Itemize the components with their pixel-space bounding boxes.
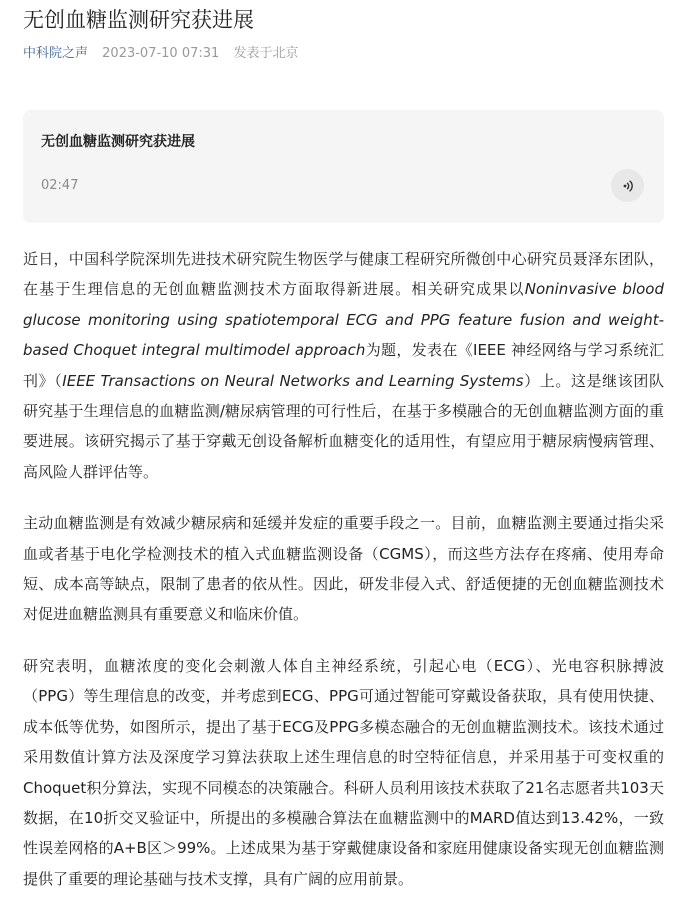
paragraph-text: 为题，发表在《IEEE 神经网络与学习系统汇刊》（ <box>23 341 664 390</box>
article-title: 无创血糖监测研究获进展 <box>23 8 254 32</box>
publish-time: 2023-07-10 07:31 <box>102 46 220 61</box>
paper-title: Noninvasive blood glucose monitoring using spatiotemporal ECG and PPG feature fusion and weight-based Choquet integral multimodel approach <box>23 280 664 360</box>
audio-title: 无创血糖监测研究获进展 <box>41 134 195 150</box>
paragraph-2: 主动血糖监测是有效减少糖尿病和延缓并发症的重要手段之一。目前，血糖监测主要通过指尖采血或者基于电化学检测技术的植入式血糖监测设备（CGMS），而这些方法存在疼痛、使用寿命短、成本高等缺点，限制了患者的依从性。因此，研发非侵入式、舒适便捷的无创血糖监测技术对促进血糖监测具有重要意义和临床价值。 <box>23 514 664 624</box>
speaker-wave-icon <box>621 179 635 193</box>
paragraph-3: 研究表明，血糖浓度的变化会刺激人体自主神经系统，引起心电（ECG）、光电容积脉搏波（PPG）等生理信息的改变，并考虑到ECG、PPG可通过智能可穿戴设备获取，具有使用快捷、成本低等优势，如图所示，提出了基于ECG及PPG多模态融合的无创血糖监测技术。该技术通过采用数值计算方法及深度学习算法获取上述生理信息的时空特征信息，并采用基于可变权重的Choquet积分算法，实现不同模态的决策融合。科研人员利用该技术获取了21名志愿者共103天数据，在10折交叉验证中，所提出的多模融合算法在血糖监测中的MARD值达到13.42%，一致性误差网格的A+B区＞99%。上述成果为基于穿戴健康设备和家庭用健康设备实现无创血糖监测提供了重要的理论基础与技术支撑，具有广阔的应用前景。 <box>23 656 664 888</box>
paragraph-text: 近日，中国科学院深圳先进技术研究院生物医学与健康工程研究所微创中心研究员聂泽东团队，在基于生理信息的无创血糖监测技术方面取得新进展。相关研究成果以 <box>23 250 664 299</box>
publish-location: 发表于北京 <box>233 46 299 61</box>
paragraph-text: ）上。这是继该团队研究基于生理信息的血糖监测/糖尿病管理的可行性后，在基于多模融合的无创血糖监测方面的重要进展。该研究揭示了基于穿戴无创设备解析血糖变化的适用性，有望应用于糖尿病慢病管理、高风险人群评估等。 <box>23 371 664 481</box>
audio-player[interactable] <box>23 110 664 223</box>
paragraph-1 <box>23 244 664 487</box>
play-audio-button[interactable] <box>611 169 644 202</box>
article-body <box>23 244 664 915</box>
article-meta <box>23 44 298 64</box>
journal-name: IEEE Transactions on Neural Networks and Learning Systems <box>62 371 524 390</box>
source-link[interactable]: 中科院之声 <box>23 46 89 61</box>
audio-duration: 02:47 <box>41 178 79 193</box>
